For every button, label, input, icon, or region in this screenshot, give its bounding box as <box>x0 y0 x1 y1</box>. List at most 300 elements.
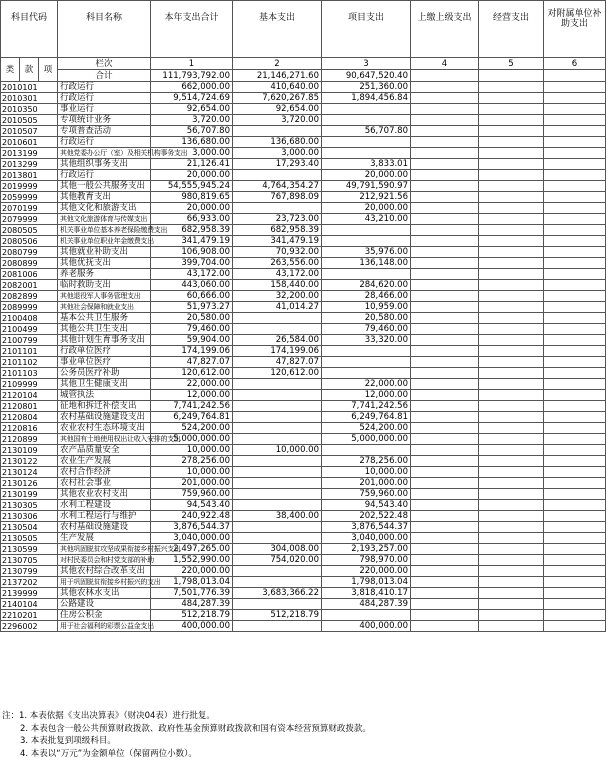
row-name: 行政运行 <box>58 93 151 104</box>
table-row <box>1 115 606 126</box>
note-line: 2. 本表包含一般公共预算财政拨款、政府性基金预算财政拨款和国有资本经营预算财政拨款。 <box>20 723 371 734</box>
row-name: 其他社会保障和就业支出 <box>58 302 151 313</box>
table-row <box>1 555 606 566</box>
header-name: 科目名称 <box>58 1 151 58</box>
row-name: 用于社会福利的彩票公益金支出 <box>58 621 151 632</box>
table-row <box>1 313 606 324</box>
row-operating <box>479 599 544 610</box>
row-name: 公路建设 <box>58 599 151 610</box>
row-upper <box>411 467 479 478</box>
header-idx-3: 3 <box>322 58 411 70</box>
sum-total: 111,793,792.00 <box>151 70 233 82</box>
row-subsidy <box>544 170 606 181</box>
row-upper <box>411 214 479 225</box>
row-project: 251,360.00 <box>322 82 411 93</box>
row-upper <box>411 544 479 555</box>
row-code: 2120801 <box>1 401 58 412</box>
row-basic <box>233 467 322 478</box>
row-total: 43,172.00 <box>151 269 233 280</box>
row-project <box>322 148 411 159</box>
row-total: 9,514,724.69 <box>151 93 233 104</box>
row-total: 1,798,013.04 <box>151 577 233 588</box>
sum-subsidy <box>544 70 606 82</box>
row-operating <box>479 203 544 214</box>
row-basic: 341,479.19 <box>233 236 322 247</box>
row-project: 798,970.00 <box>322 555 411 566</box>
table-row <box>1 280 606 291</box>
table-row <box>1 445 606 456</box>
row-name: 生产发展 <box>58 533 151 544</box>
row-code: 2101103 <box>1 368 58 379</box>
row-operating <box>479 236 544 247</box>
header-idx-2: 2 <box>233 58 322 70</box>
row-upper <box>411 236 479 247</box>
row-subsidy <box>544 456 606 467</box>
row-operating <box>479 148 544 159</box>
table-row <box>1 599 606 610</box>
row-code: 2130799 <box>1 566 58 577</box>
row-subsidy <box>544 555 606 566</box>
table-notes <box>2 710 371 760</box>
table-row <box>1 225 606 236</box>
row-operating <box>479 346 544 357</box>
header-upper: 上缴上级支出 <box>411 1 479 58</box>
row-total: 56,707.80 <box>151 126 233 137</box>
row-subsidy <box>544 357 606 368</box>
row-subsidy <box>544 104 606 115</box>
table-row <box>1 434 606 445</box>
row-subsidy <box>544 225 606 236</box>
row-operating <box>479 412 544 423</box>
row-total: 7,501,776.39 <box>151 588 233 599</box>
row-code: 2013199 <box>1 148 58 159</box>
row-name: 城管执法 <box>58 390 151 401</box>
row-operating <box>479 588 544 599</box>
row-basic: 410,640.00 <box>233 82 322 93</box>
row-operating <box>479 291 544 302</box>
row-name: 养老服务 <box>58 269 151 280</box>
row-operating <box>479 181 544 192</box>
table-row <box>1 379 606 390</box>
row-name: 农业生产发展 <box>58 456 151 467</box>
row-code: 2013801 <box>1 170 58 181</box>
header-operating: 经营支出 <box>479 1 544 58</box>
row-upper <box>411 621 479 632</box>
row-name: 行政单位医疗 <box>58 346 151 357</box>
row-upper <box>411 357 479 368</box>
row-name: 其他农村综合改革支出 <box>58 566 151 577</box>
row-code: 2296002 <box>1 621 58 632</box>
row-project <box>322 610 411 621</box>
table-row <box>1 357 606 368</box>
row-total: 3,040,000.00 <box>151 533 233 544</box>
row-total: 5,000,000.00 <box>151 434 233 445</box>
row-project: 5,000,000.00 <box>322 434 411 445</box>
row-basic <box>233 500 322 511</box>
row-basic: 70,932.00 <box>233 247 322 258</box>
row-subsidy <box>544 401 606 412</box>
row-code: 2080799 <box>1 247 58 258</box>
row-project <box>322 137 411 148</box>
table-row <box>1 159 606 170</box>
row-name: 对村民委员会和村党支部的补助 <box>58 555 151 566</box>
row-operating <box>479 566 544 577</box>
row-code: 2080505 <box>1 225 58 236</box>
row-upper <box>411 390 479 401</box>
row-name: 其他退役军人事务管理支出 <box>58 291 151 302</box>
row-code: 2070199 <box>1 203 58 214</box>
row-total: 136,680.00 <box>151 137 233 148</box>
row-code: 2010601 <box>1 137 58 148</box>
row-operating <box>479 269 544 280</box>
row-operating <box>479 500 544 511</box>
row-operating <box>479 170 544 181</box>
row-total: 980,819.65 <box>151 192 233 203</box>
row-operating <box>479 324 544 335</box>
row-project <box>322 236 411 247</box>
row-operating <box>479 225 544 236</box>
row-total: 2,497,265.00 <box>151 544 233 555</box>
table-row <box>1 269 606 280</box>
row-total: 341,479.19 <box>151 236 233 247</box>
table-row <box>1 148 606 159</box>
row-total: 59,904.00 <box>151 335 233 346</box>
table-row <box>1 511 606 522</box>
table-row <box>1 500 606 511</box>
row-project <box>322 104 411 115</box>
row-basic: 512,218.79 <box>233 610 322 621</box>
row-basic: 263,556.00 <box>233 258 322 269</box>
row-total: 759,960.00 <box>151 489 233 500</box>
header-total: 本年支出合计 <box>151 1 233 58</box>
row-total: 174,199.06 <box>151 346 233 357</box>
header-project: 项目支出 <box>322 1 411 58</box>
row-project: 6,249,764.81 <box>322 412 411 423</box>
table-row <box>1 423 606 434</box>
header-idx-4: 4 <box>411 58 479 70</box>
row-upper <box>411 126 479 137</box>
row-code: 2059999 <box>1 192 58 203</box>
row-subsidy <box>544 533 606 544</box>
row-total: 1,552,990.00 <box>151 555 233 566</box>
table-row <box>1 544 606 555</box>
row-basic: 4,764,354.27 <box>233 181 322 192</box>
row-upper <box>411 368 479 379</box>
row-project: 33,320.00 <box>322 335 411 346</box>
row-subsidy <box>544 148 606 159</box>
row-project: 220,000.00 <box>322 566 411 577</box>
row-total: 20,000.00 <box>151 203 233 214</box>
row-basic: 174,199.06 <box>233 346 322 357</box>
row-name: 农村基础设施建设支出 <box>58 412 151 423</box>
row-operating <box>479 313 544 324</box>
row-basic <box>233 379 322 390</box>
table-row <box>1 324 606 335</box>
sum-basic: 21,146,271.60 <box>233 70 322 82</box>
row-code: 2130505 <box>1 533 58 544</box>
row-upper <box>411 269 479 280</box>
row-code: 2010507 <box>1 126 58 137</box>
row-name: 水利工程建设 <box>58 500 151 511</box>
row-total: 3,876,544.37 <box>151 522 233 533</box>
row-project: 484,287.39 <box>322 599 411 610</box>
row-basic: 38,400.00 <box>233 511 322 522</box>
row-total: 92,654.00 <box>151 104 233 115</box>
row-code: 2080899 <box>1 258 58 269</box>
row-name: 其他优抚支出 <box>58 258 151 269</box>
row-total: 240,922.48 <box>151 511 233 522</box>
row-code: 2109999 <box>1 379 58 390</box>
row-name: 其他党委办公厅（室）及相关机构事务支出 <box>58 148 151 159</box>
row-operating <box>479 115 544 126</box>
row-project: 7,741,242.56 <box>322 401 411 412</box>
row-operating <box>479 126 544 137</box>
row-operating <box>479 533 544 544</box>
row-subsidy <box>544 434 606 445</box>
row-project <box>322 346 411 357</box>
row-basic: 47,827.07 <box>233 357 322 368</box>
row-code: 2010301 <box>1 93 58 104</box>
row-basic: 26,584.00 <box>233 335 322 346</box>
row-project <box>322 368 411 379</box>
row-subsidy <box>544 511 606 522</box>
sum-upper <box>411 70 479 82</box>
row-basic <box>233 599 322 610</box>
row-total: 201,000.00 <box>151 478 233 489</box>
row-total: 399,704.00 <box>151 258 233 269</box>
row-operating <box>479 247 544 258</box>
row-name: 其他农林水支出 <box>58 588 151 599</box>
note-line: 4. 本表以“万元”为金额单位（保留两位小数）。 <box>20 748 197 759</box>
row-upper <box>411 577 479 588</box>
row-project: 759,960.00 <box>322 489 411 500</box>
table-row <box>1 522 606 533</box>
row-basic <box>233 489 322 500</box>
row-project: 20,000.00 <box>322 203 411 214</box>
row-operating <box>479 159 544 170</box>
row-project: 35,976.00 <box>322 247 411 258</box>
row-subsidy <box>544 192 606 203</box>
row-subsidy <box>544 467 606 478</box>
table-row <box>1 247 606 258</box>
row-code: 2137202 <box>1 577 58 588</box>
row-upper <box>411 203 479 214</box>
row-subsidy <box>544 445 606 456</box>
row-operating <box>479 577 544 588</box>
row-code: 2130705 <box>1 555 58 566</box>
row-upper <box>411 511 479 522</box>
table-row <box>1 291 606 302</box>
row-subsidy <box>544 544 606 555</box>
row-basic <box>233 170 322 181</box>
row-subsidy <box>544 390 606 401</box>
row-name: 行政运行 <box>58 137 151 148</box>
row-upper <box>411 489 479 500</box>
row-operating <box>479 456 544 467</box>
row-upper <box>411 478 479 489</box>
row-name: 其他卫生健康支出 <box>58 379 151 390</box>
row-name: 其他农业农村支出 <box>58 489 151 500</box>
table-row <box>1 346 606 357</box>
row-name: 其他一般公共服务支出 <box>58 181 151 192</box>
row-basic <box>233 423 322 434</box>
row-code: 2082001 <box>1 280 58 291</box>
row-operating <box>479 93 544 104</box>
table-row <box>1 390 606 401</box>
header-idx-1: 1 <box>151 58 233 70</box>
row-total: 51,973.27 <box>151 302 233 313</box>
table-row <box>1 203 606 214</box>
row-name: 其他就业补助支出 <box>58 247 151 258</box>
header-seq-label: 栏次 <box>58 58 151 70</box>
row-upper <box>411 104 479 115</box>
row-code: 2089999 <box>1 302 58 313</box>
table-row <box>1 533 606 544</box>
row-subsidy <box>544 280 606 291</box>
row-name: 其他文化旅游体育与传媒支出 <box>58 214 151 225</box>
row-code: 2140104 <box>1 599 58 610</box>
row-code: 2130504 <box>1 522 58 533</box>
row-total: 524,200.00 <box>151 423 233 434</box>
table-row <box>1 302 606 313</box>
row-project: 136,148.00 <box>322 258 411 269</box>
row-code: 2013299 <box>1 159 58 170</box>
row-project: 284,620.00 <box>322 280 411 291</box>
row-subsidy <box>544 159 606 170</box>
row-basic <box>233 621 322 632</box>
row-operating <box>479 104 544 115</box>
row-operating <box>479 522 544 533</box>
row-upper <box>411 434 479 445</box>
table-row <box>1 93 606 104</box>
row-code: 2130305 <box>1 500 58 511</box>
row-name: 用于巩固脱贫衔接乡村振兴的支出 <box>58 577 151 588</box>
row-name: 农村合作经济 <box>58 467 151 478</box>
row-total: 10,000.00 <box>151 467 233 478</box>
row-project: 278,256.00 <box>322 456 411 467</box>
row-project: 28,466.00 <box>322 291 411 302</box>
note-line: 注：1. 本表依据《支出决算表》（财决04表）进行批复。 <box>2 711 215 721</box>
row-upper <box>411 225 479 236</box>
row-operating <box>479 192 544 203</box>
row-upper <box>411 599 479 610</box>
table-body <box>1 82 606 632</box>
row-subsidy <box>544 566 606 577</box>
row-operating <box>479 621 544 632</box>
row-subsidy <box>544 368 606 379</box>
row-subsidy <box>544 577 606 588</box>
row-project: 202,522.48 <box>322 511 411 522</box>
row-basic: 136,680.00 <box>233 137 322 148</box>
row-upper <box>411 335 479 346</box>
row-code: 2120804 <box>1 412 58 423</box>
row-basic: 3,720.00 <box>233 115 322 126</box>
row-total: 220,000.00 <box>151 566 233 577</box>
table-row <box>1 467 606 478</box>
table-row <box>1 621 606 632</box>
row-subsidy <box>544 412 606 423</box>
row-project: 22,000.00 <box>322 379 411 390</box>
row-name: 其他国有土地使用权出让收入安排的支出 <box>58 434 151 445</box>
row-code: 2080506 <box>1 236 58 247</box>
row-operating <box>479 467 544 478</box>
row-name: 机关事业单位基本养老保险缴费支出 <box>58 225 151 236</box>
row-project: 43,210.00 <box>322 214 411 225</box>
row-total: 662,000.00 <box>151 82 233 93</box>
row-total: 3,720.00 <box>151 115 233 126</box>
row-code: 2100408 <box>1 313 58 324</box>
row-basic: 92,654.00 <box>233 104 322 115</box>
row-total: 443,060.00 <box>151 280 233 291</box>
row-basic <box>233 434 322 445</box>
row-upper <box>411 533 479 544</box>
row-operating <box>479 357 544 368</box>
table-row <box>1 412 606 423</box>
row-basic <box>233 456 322 467</box>
row-total: 512,218.79 <box>151 610 233 621</box>
row-name: 水利工程运行与维护 <box>58 511 151 522</box>
row-total: 21,126.41 <box>151 159 233 170</box>
row-upper <box>411 588 479 599</box>
row-code: 2100799 <box>1 335 58 346</box>
row-basic: 7,620,267.85 <box>233 93 322 104</box>
row-upper <box>411 115 479 126</box>
row-code: 2130199 <box>1 489 58 500</box>
row-code: 2100499 <box>1 324 58 335</box>
row-basic <box>233 412 322 423</box>
row-total: 94,543.40 <box>151 500 233 511</box>
row-code: 2139999 <box>1 588 58 599</box>
row-subsidy <box>544 126 606 137</box>
row-basic <box>233 203 322 214</box>
row-total: 3,000.00 <box>151 148 233 159</box>
table-row <box>1 566 606 577</box>
row-name: 其他教育支出 <box>58 192 151 203</box>
row-upper <box>411 346 479 357</box>
table-row <box>1 126 606 137</box>
row-subsidy <box>544 302 606 313</box>
row-total: 278,256.00 <box>151 456 233 467</box>
row-basic: 32,200.00 <box>233 291 322 302</box>
row-operating <box>479 258 544 269</box>
row-operating <box>479 555 544 566</box>
row-basic: 17,293.40 <box>233 159 322 170</box>
row-subsidy <box>544 500 606 511</box>
row-project: 212,921.56 <box>322 192 411 203</box>
row-total: 79,460.00 <box>151 324 233 335</box>
row-upper <box>411 159 479 170</box>
row-project: 1,894,456.84 <box>322 93 411 104</box>
row-project: 20,000.00 <box>322 170 411 181</box>
row-basic: 43,172.00 <box>233 269 322 280</box>
row-total: 10,000.00 <box>151 445 233 456</box>
table-row <box>1 214 606 225</box>
row-project: 2,193,257.00 <box>322 544 411 555</box>
table-row <box>1 489 606 500</box>
row-code: 2130126 <box>1 478 58 489</box>
table-row <box>1 170 606 181</box>
row-name: 农业农村生态环境支出 <box>58 423 151 434</box>
row-upper <box>411 93 479 104</box>
row-total: 20,000.00 <box>151 170 233 181</box>
row-project: 20,580.00 <box>322 313 411 324</box>
row-name: 专项普查活动 <box>58 126 151 137</box>
row-basic: 767,898.09 <box>233 192 322 203</box>
row-subsidy <box>544 214 606 225</box>
row-name: 机关事业单位职业年金缴费支出 <box>58 236 151 247</box>
row-total: 484,287.39 <box>151 599 233 610</box>
row-basic <box>233 313 322 324</box>
